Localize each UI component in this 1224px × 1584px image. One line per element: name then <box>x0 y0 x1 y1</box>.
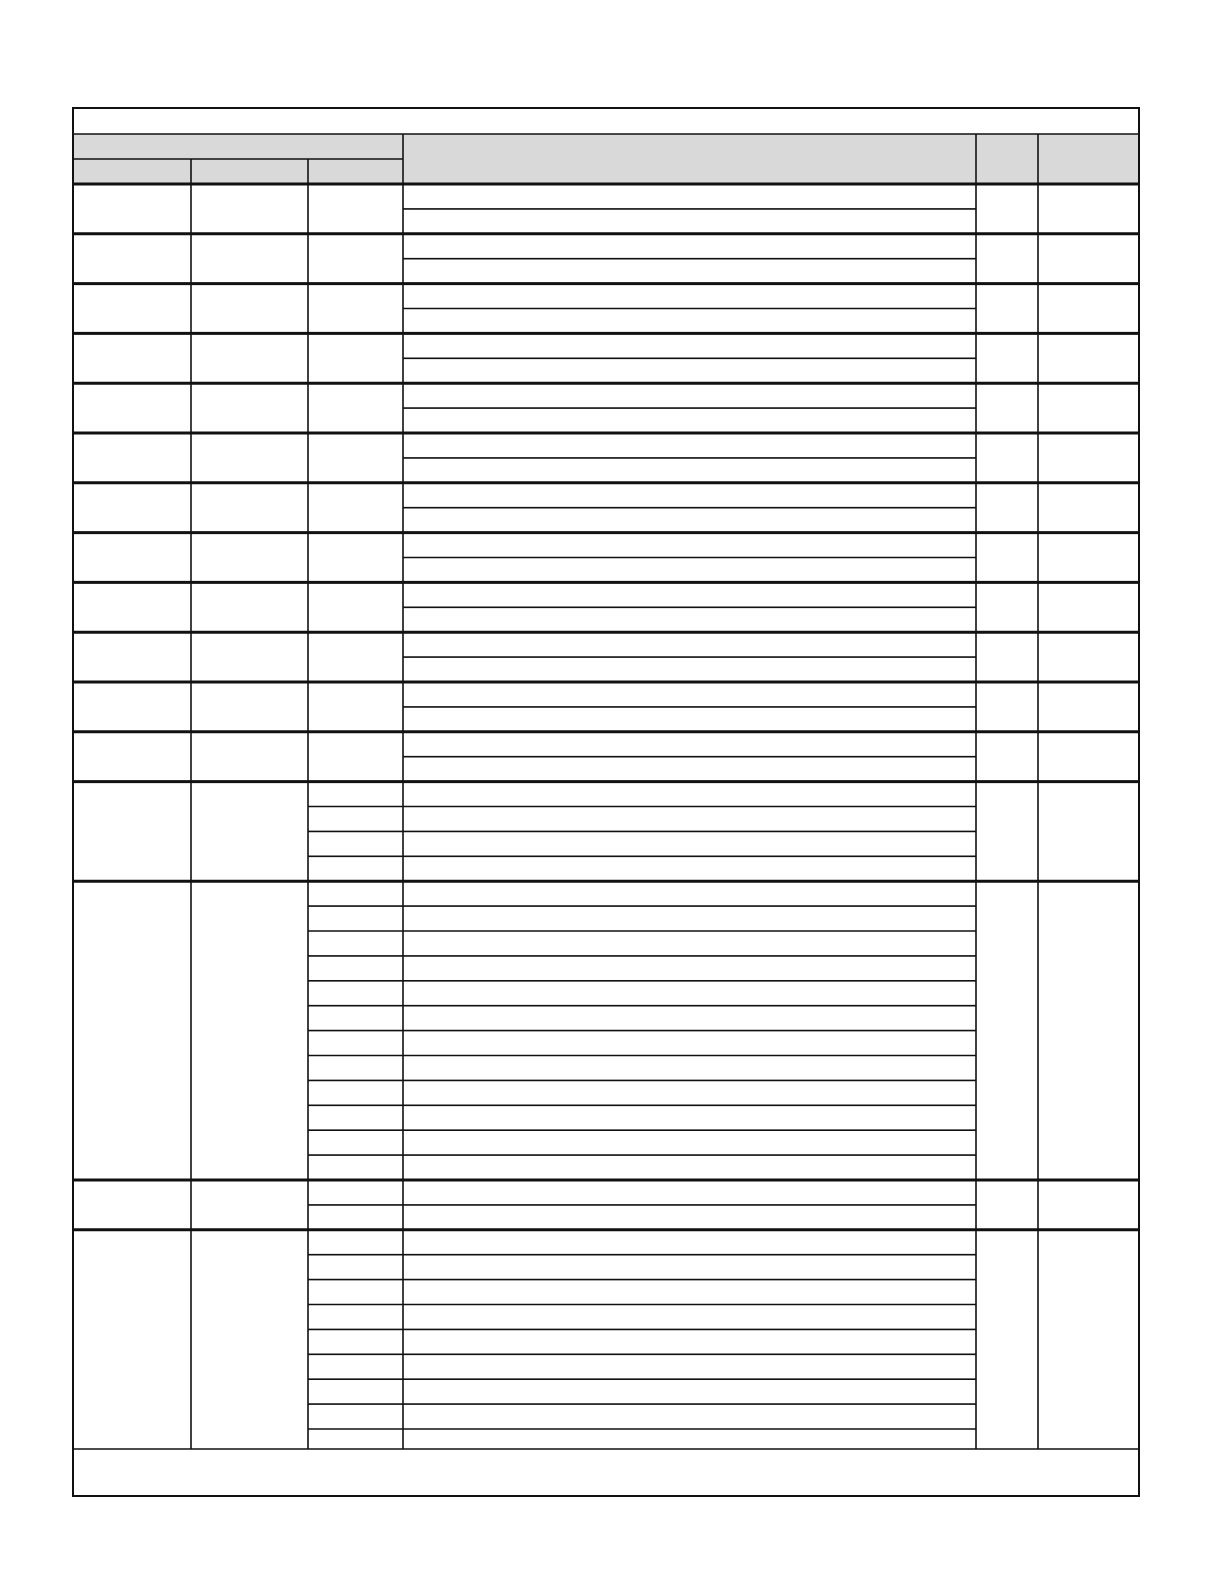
header-col5-bg <box>976 134 1038 184</box>
header-col6-bg <box>1038 134 1139 184</box>
outer-frame <box>73 108 1139 1496</box>
header-description-bg <box>403 134 976 184</box>
